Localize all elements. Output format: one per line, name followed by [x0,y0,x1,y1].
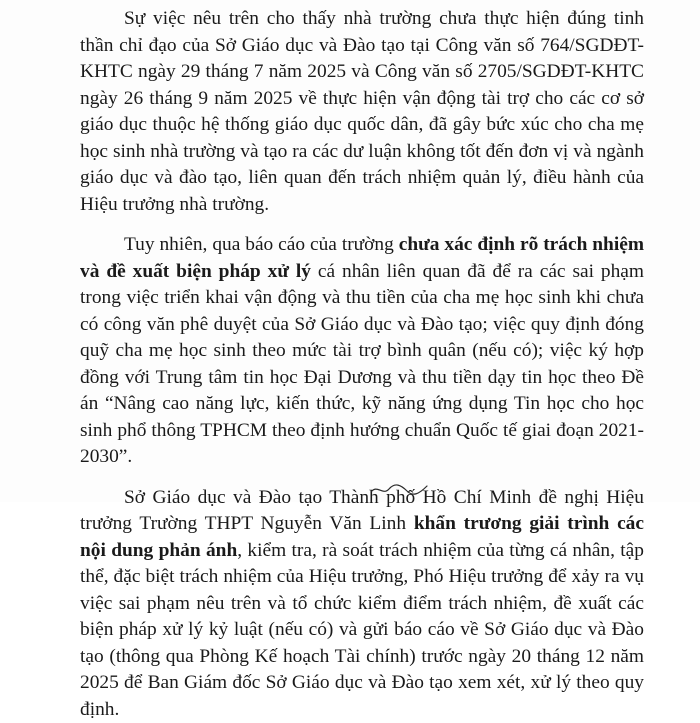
paragraph-2-bold-phrase: chưa xác định rõ trách nhiệm và đề xuất biện pháp xử lý [80,234,644,282]
paragraph-3-bold-phrase: khẩn trương giải trình các nội dung phản ánh [80,513,644,561]
paragraph-3-text-start: Sở Giáo dục và Đào tạo Thành phố Hồ Chí Minh đề nghị Hiệu trưởng Trường THPT Nguyễn Văn Linh [80,487,644,535]
paragraph-1 [80,6,644,218]
handwritten-mark [369,480,429,498]
paragraph-1-text: Sự việc nêu trên cho thấy nhà trường chưa thực hiện đúng tinh thần chỉ đạo của Sở Giáo dục và Đào tạo tại Công văn số 764/SGDĐT-KHTC ngày 29 tháng 7 năm 2025 và Công văn số 2705/SGDĐT-KHTC ngày 26 tháng 9 năm 2025 về thực hiện vận động tài trợ cho các cơ sở giáo dục thuộc hệ thống giáo dục quốc dân, đã gây bức xúc cho cha mẹ học sinh nhà trường và tạo ra các dư luận không tốt đến đơn vị và ngành giáo dục và đào tạo, liên quan đến trách nhiệm quản lý, điều hành của Hiệu trưởng nhà trường. [80,8,644,215]
paragraph-3 [80,485,644,723]
paragraph-2-text-end: cá nhân liên quan đã để ra các sai phạm trong việc triển khai vận động và thu tiền của cha mẹ học sinh khi chưa có công văn phê duyệt của Sở Giáo dục và Đào tạo; việc quy định đóng quỹ cha mẹ học sinh theo mức tài trợ bình quân (nếu có); việc ký hợp đồng với Trung tâm tin học Đại Dương và thu tiền dạy tin học theo Đề án “Nâng cao năng lực, kiến thức, kỹ năng ứng dụng Tin học cho học sinh phổ thông TPHCM theo định hướng chuẩn Quốc tế giai đoạn 2021-2030”. [80,261,644,468]
paragraph-3-text-end: , kiểm tra, rà soát trách nhiệm của từng cá nhân, tập thể, đặc biệt trách nhiệm của Hiệu trưởng, Phó Hiệu trưởng để xảy ra vụ việc sai phạm nêu trên và tổ chức kiểm điểm trách nhiệm, đề xuất các biện pháp xử lý kỷ luật (nếu có) và gửi báo cáo về Sở Giáo dục và Đào tạo (thông qua Phòng Kế hoạch Tài chính) trước ngày 20 tháng 12 năm 2025 để Ban Giám đốc Sở Giáo dục và Đào tạo xem xét, xử lý theo quy định. [80,540,644,720]
paragraph-2-text-start: Tuy nhiên, qua báo cáo của trường [124,234,399,255]
paragraph-2 [80,232,644,471]
